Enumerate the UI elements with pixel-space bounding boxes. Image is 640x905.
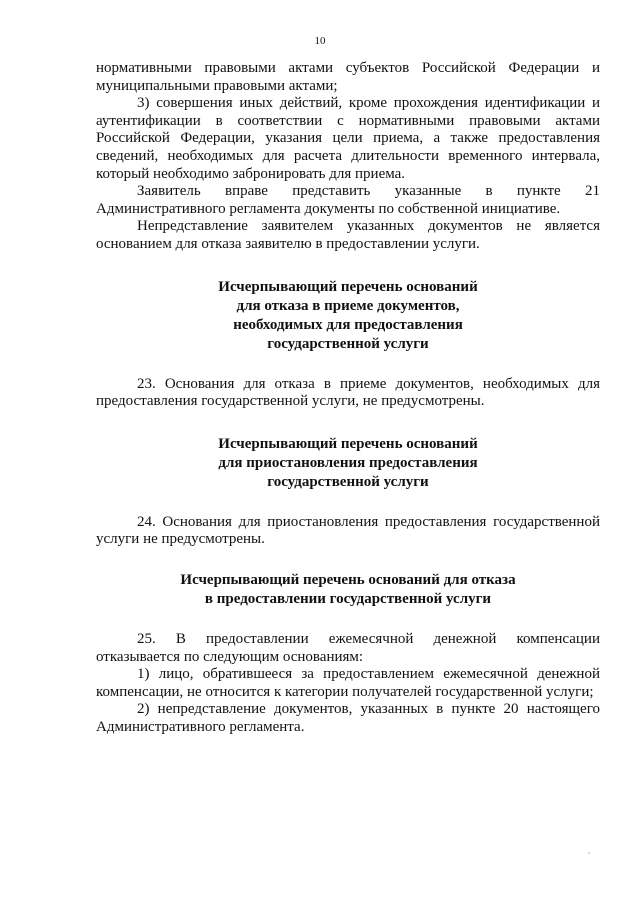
heading-refusal-provision: [96, 571, 600, 609]
heading-line: для отказа в приеме документов,: [236, 297, 460, 314]
paragraph-item-24: 24. Основания для приостановления предоставления государственной услуги не предусмотрены.: [96, 513, 600, 548]
paragraph-continuation: нормативными правовыми актами субъектов Российской Федерации и муниципальными правовыми актами;: [96, 60, 600, 94]
heading-line: государственной услуги: [267, 335, 429, 352]
heading-refusal-acceptance: [96, 278, 600, 354]
document-body: [96, 60, 600, 736]
scan-speck: [588, 852, 590, 854]
paragraph-non-submission: Непредставление заявителем указанных документов не является основанием для отказа заявителю в предоставлении услуги.: [96, 218, 600, 252]
heading-line: Исчерпывающий перечень оснований: [218, 278, 478, 295]
paragraph-item-25-1: 1) лицо, обратившееся за предоставлением ежемесячной денежной компенсации, не относится к категории получателей государственной услуги;: [96, 666, 600, 700]
heading-line: в предоставлении государственной услуги: [204, 590, 492, 607]
heading-line: для приостановления предоставления: [218, 454, 478, 471]
heading-line: государственной услуги: [267, 473, 429, 490]
paragraph-item-25: 25. В предоставлении ежемесячной денежной компенсации отказывается по следующим основаниям:: [96, 630, 600, 665]
heading-suspension: [96, 435, 600, 492]
heading-line: необходимых для предоставления: [233, 316, 463, 333]
heading-line: Исчерпывающий перечень оснований: [218, 435, 478, 452]
paragraph-item-23: 23. Основания для отказа в приеме документов, необходимых для предоставления государственной услуги, не предусмотрены.: [96, 375, 600, 410]
page-number: 10: [314, 35, 326, 47]
heading-line: Исчерпывающий перечень оснований для отказа: [180, 571, 516, 588]
paragraph-applicant-right: Заявитель вправе представить указанные в пункте 21 Административного регламента документы по собственной инициативе.: [96, 183, 600, 217]
paragraph-item-25-2: 2) непредставление документов, указанных в пункте 20 настоящего Административного регламента.: [96, 701, 600, 735]
paragraph-item-3: 3) совершения иных действий, кроме прохождения идентификации и аутентификации в соответствии с нормативными правовыми актами Российской Федерации, указания цели приема, а также предоставления сведений, необходимых для расчета длительности временного интервала, который необходимо забронировать для приема.: [96, 95, 600, 182]
